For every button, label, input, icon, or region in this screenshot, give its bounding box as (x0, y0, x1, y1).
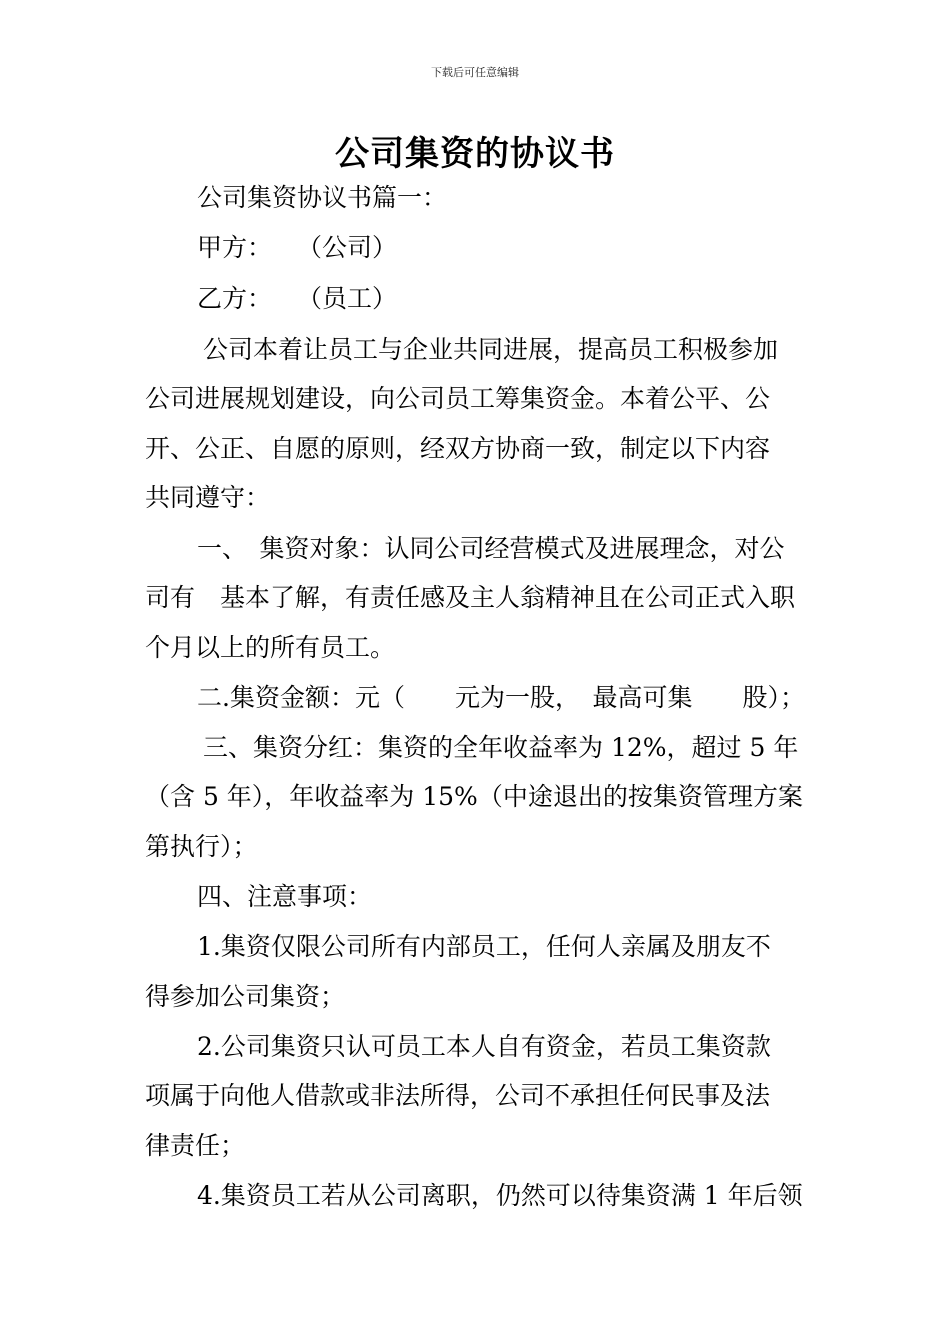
body-line: 二.集资金额：元（ 元为一股， 最高可集 股）； (197, 683, 805, 712)
body-line: 公司进展规划建设，向公司员工筹集资金。本着公平、公 (145, 384, 771, 413)
body-line: 甲方： （公司） (197, 233, 398, 262)
body-line: 共同遵守： (145, 483, 271, 512)
body-line: 三、集资分红：集资的全年收益率为 12%，超过 5 年 (203, 733, 799, 762)
body-line: 乙方： （员工） (197, 284, 398, 313)
body-line: 2.公司集资只认可员工本人自有资金，若员工集资款 (197, 1032, 771, 1061)
body-line: 个月以上的所有员工。 (145, 633, 396, 662)
document-title: 公司集资的协议书 (335, 134, 615, 174)
body-line: 四、注意事项： (197, 882, 373, 911)
body-line: 开、公正、自愿的原则，经双方协商一致，制定以下内容 (145, 434, 771, 463)
body-line: 1.集资仅限公司所有内部员工，任何人亲属及朋友不 (197, 932, 771, 961)
body-line: 一、 集资对象：认同公司经营模式及进展理念，对公 (197, 534, 785, 563)
body-line: 第执行）； (145, 832, 258, 861)
body-line: （含 5 年），年收益率为 15%（中途退出的按集资管理方案 (145, 782, 803, 811)
body-line: 项属于向他人借款或非法所得，公司不承担任何民事及法 (145, 1081, 771, 1110)
body-line: 司有 基本了解，有责任感及主人翁精神且在公司正式入职 (145, 583, 796, 612)
body-line: 得参加公司集资； (145, 982, 346, 1011)
body-line: 4.集资员工若从公司离职，仍然可以待集资满 1 年后领 (197, 1181, 803, 1210)
header-note: 下载后可任意编辑 (431, 66, 519, 79)
body-line: 公司本着让员工与企业共同进展，提高员工积极参加 (203, 335, 779, 364)
body-line: 公司集资协议书篇一： (197, 183, 448, 212)
body-line: 律责任； (145, 1131, 246, 1160)
